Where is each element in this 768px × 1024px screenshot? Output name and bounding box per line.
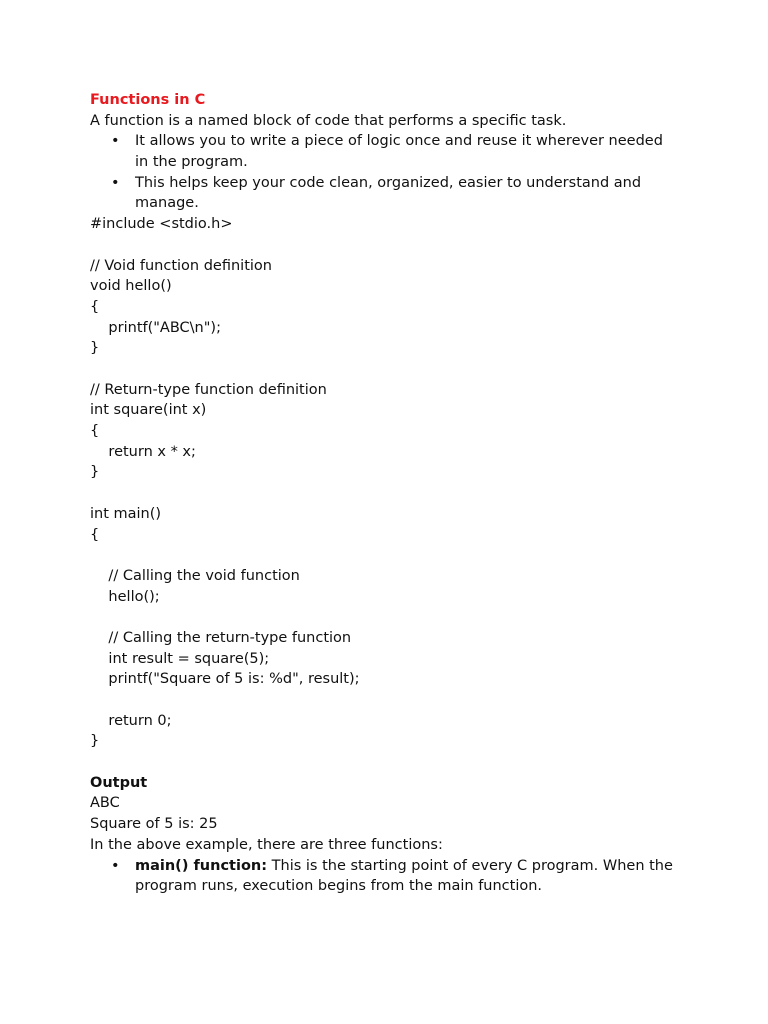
intro-bullet-list bbox=[90, 131, 690, 214]
page-title: Functions in C bbox=[90, 92, 206, 108]
code-line: // Calling the void function bbox=[90, 567, 300, 584]
functions-bullet-list bbox=[90, 856, 690, 897]
code-line: } bbox=[90, 733, 100, 750]
code-block bbox=[90, 214, 690, 773]
code-line: { bbox=[90, 423, 100, 440]
output-line: Square of 5 is: 25 bbox=[90, 816, 218, 833]
code-line bbox=[90, 483, 690, 504]
document-page bbox=[90, 90, 690, 897]
code-line: void hello() bbox=[90, 278, 172, 295]
function-term: main() function: bbox=[135, 857, 268, 874]
code-line: { bbox=[90, 298, 100, 315]
code-line bbox=[90, 235, 690, 256]
code-line: // Calling the return-type function bbox=[90, 629, 352, 646]
code-line bbox=[90, 752, 690, 773]
code-line: return 0; bbox=[90, 712, 172, 729]
code-line: // Void function definition bbox=[90, 257, 272, 274]
code-line: printf("Square of 5 is: %d", result); bbox=[90, 671, 360, 688]
function-description: This is the starting point of every C program. When the program runs, execution begins from the main function. bbox=[135, 857, 673, 895]
code-line: return x * x; bbox=[90, 443, 196, 460]
code-line: int main() bbox=[90, 505, 162, 522]
example-intro: In the above example, there are three functions: bbox=[90, 836, 443, 853]
code-line bbox=[90, 607, 690, 628]
code-line: } bbox=[90, 464, 100, 481]
bullet-icon: • bbox=[111, 857, 120, 874]
code-line: // Return-type function definition bbox=[90, 381, 327, 398]
bullet-icon: • bbox=[111, 133, 120, 150]
list-item bbox=[90, 856, 675, 897]
list-item bbox=[90, 131, 675, 172]
bullet-icon: • bbox=[111, 174, 120, 191]
code-line: #include <stdio.h> bbox=[90, 216, 233, 233]
code-line: printf("ABC\n"); bbox=[90, 319, 221, 336]
code-line: } bbox=[90, 340, 100, 357]
code-line: int result = square(5); bbox=[90, 650, 270, 667]
code-line: int square(int x) bbox=[90, 402, 207, 419]
list-item bbox=[90, 173, 675, 214]
code-line bbox=[90, 690, 690, 711]
code-line: { bbox=[90, 526, 100, 543]
list-item-text: This helps keep your code clean, organized, easier to understand and manage. bbox=[135, 174, 642, 212]
code-line: hello(); bbox=[90, 588, 160, 605]
list-item-text: It allows you to write a piece of logic once and reuse it wherever needed in the program. bbox=[135, 133, 663, 171]
code-line bbox=[90, 359, 690, 380]
output-line: ABC bbox=[90, 795, 120, 812]
output-heading: Output bbox=[90, 774, 148, 791]
intro-paragraph: A function is a named block of code that performs a specific task. bbox=[90, 112, 567, 129]
code-line bbox=[90, 545, 690, 566]
